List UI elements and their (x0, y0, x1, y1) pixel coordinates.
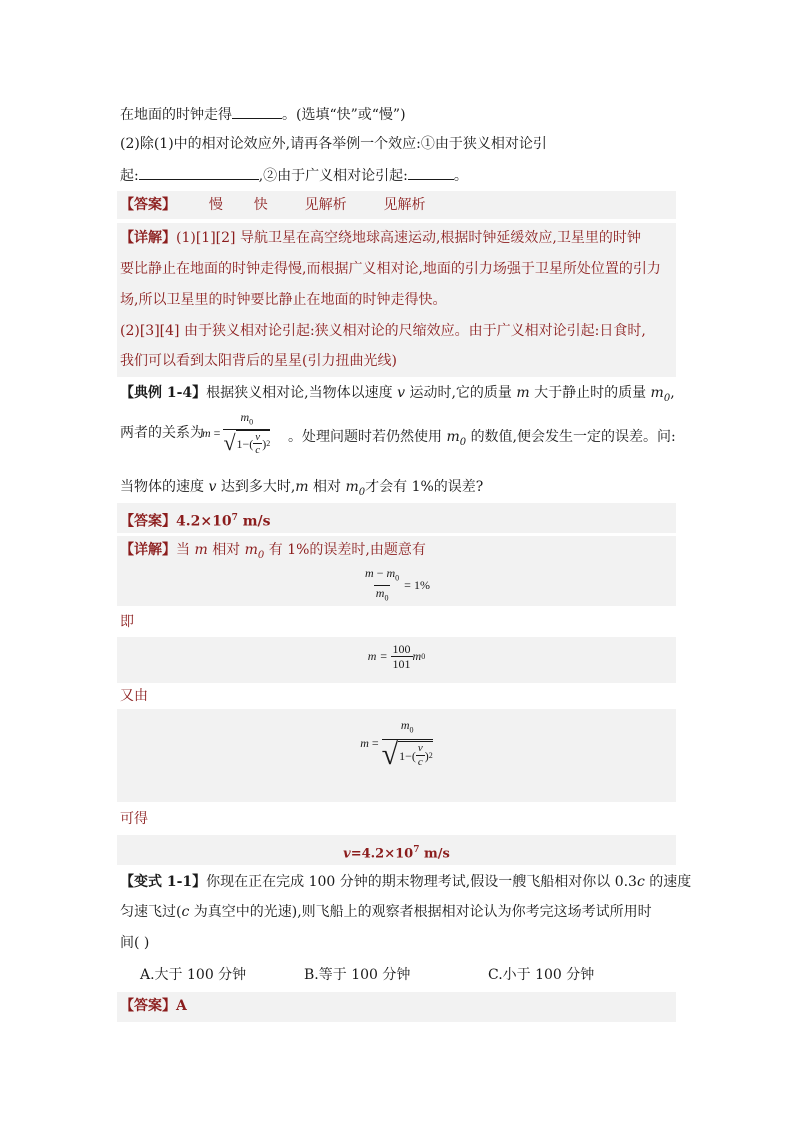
math-var: v (343, 846, 351, 862)
example-line2-rest (288, 427, 676, 453)
answer-value: A (176, 998, 187, 1014)
math-sub: 0 (459, 436, 467, 448)
variant-line3: 间( ) (120, 935, 150, 951)
result-exp: 7 (413, 845, 420, 855)
answer-blank (139, 165, 259, 180)
math-sup: 2 (428, 750, 433, 760)
example-line1 (120, 383, 675, 409)
example-text: 。处理问题时若仍然使用 (288, 429, 442, 445)
math-var: v (417, 742, 423, 755)
math-var: m (345, 479, 359, 495)
math-var: v (208, 479, 217, 495)
detail-1-line1 (120, 228, 641, 248)
answer-3 (120, 996, 187, 1016)
variant-text: 匀速飞过( (120, 904, 182, 920)
math-op: ) (262, 436, 267, 451)
option-b: B.等于 100 分钟 (304, 967, 411, 983)
answer-value: 见解析 (383, 197, 426, 213)
answer-value: 4.2×10 (176, 513, 232, 530)
formula-relativistic-mass: m = $m_0$ √ 1−( $\frac{v}{c}$ ) 2 (360, 718, 433, 772)
math-fraction: $m_0$ √ 1−( $\frac{v}{c}$ ) 2 (223, 410, 271, 457)
math-op: 1−( (399, 748, 416, 763)
example-formula (202, 410, 270, 456)
math-var: m (295, 479, 309, 495)
question-text: 。 (453, 168, 468, 184)
formula-error (117, 566, 676, 606)
math-sub: 0 (421, 652, 426, 661)
answer-block (117, 992, 676, 1022)
math-op: = 1% (404, 578, 430, 593)
math-var: m (412, 649, 422, 663)
math-var: c (636, 874, 645, 890)
math-var: m (386, 566, 396, 580)
math-var: v (397, 385, 405, 401)
math-var: m (400, 718, 410, 732)
variant-label: 【变式 1-1】 (120, 874, 207, 890)
question-text: 。(选填“快”或“慢”) (282, 107, 406, 123)
detail-1-line5: 我们可以看到太阳背后的星星(引力扭曲光线) (120, 353, 397, 369)
example-line2 (120, 423, 204, 443)
variant-text: 为真空中的光速),则飞船上的观察者根据相对论认为你考完这场考试所用时 (189, 904, 652, 920)
math-sub: 0 (358, 486, 366, 498)
example-line3 (120, 477, 483, 503)
math-var: m (194, 542, 208, 558)
math-var: c (181, 904, 190, 920)
answer-value: 快 (253, 197, 268, 213)
option-a: A.大于 100 分钟 (140, 967, 247, 983)
detail-1-line4: (2)[3][4] 由于狭义相对论引起:狭义相对论的尺缩效应。由于广义相对论引起:日食时, (120, 323, 646, 339)
math-den: 101 (392, 657, 411, 671)
result-value: =4.2×10 (350, 846, 414, 862)
option-c: C.小于 100 分钟 (488, 967, 595, 983)
answer-label: 【答案】 (120, 513, 176, 530)
example-text: 才会有 1%的误差? (365, 479, 484, 495)
math-sub: 0 (395, 573, 400, 583)
answer-blank (232, 104, 282, 119)
answer-2 (120, 508, 271, 532)
example-text: 当物体的速度 (120, 479, 204, 495)
math-var: m (360, 735, 369, 750)
formula-m-ratio (117, 642, 676, 671)
example-text: 两者的关系为 (120, 425, 204, 441)
math-op: ) (424, 748, 429, 763)
math-var: v (255, 431, 261, 444)
math-sub: 0 (663, 392, 671, 404)
math-op: = (371, 735, 379, 750)
detail-2-ji: 即 (120, 614, 134, 630)
detail-1-line3: 场,所以卫星里的时钟要比静止在地面的时钟走得快。 (120, 292, 447, 308)
result-formula (117, 840, 676, 864)
math-var: m (365, 566, 374, 580)
example-text: 达到多大时, (220, 479, 296, 495)
math-sub: 0 (409, 725, 414, 735)
math-var: m (446, 429, 460, 445)
answer-1 (120, 195, 426, 215)
question-text: 起: (120, 168, 139, 184)
detail-2-line1 (120, 540, 426, 566)
math-var: m (650, 385, 664, 401)
math-op: = (213, 425, 221, 440)
example-text: 运动时,它的质量 (409, 385, 512, 401)
example-text: 相对 (313, 479, 342, 495)
example-text: 大于静止时的质量 (534, 385, 647, 401)
detail-2-kede: 可得 (120, 811, 148, 827)
math-sub: 0 (384, 593, 389, 603)
math-sup: 2 (266, 438, 271, 448)
example-text: 根据狭义相对论,当物体以速度 (206, 385, 393, 401)
answer-value: 见解析 (304, 197, 347, 213)
answer-value: 慢 (208, 197, 223, 213)
detail-text: 当 (176, 542, 190, 558)
math-var: m (202, 425, 211, 440)
math-op: 1−( (236, 436, 254, 451)
result-unit: m/s (419, 846, 450, 862)
math-sub: 0 (249, 417, 254, 427)
detail-1-line2: 要比静止在地面的时钟走得慢,而根据广义相对论,地面的引力场强于卫星所处位置的引力 (120, 261, 661, 277)
question-text: 在地面的时钟走得 (120, 107, 232, 123)
math-var: m (244, 542, 258, 558)
detail-text: 相对 (212, 542, 241, 558)
answer-label: 【答案】 (120, 998, 176, 1014)
detail-2-youyou: 又由 (120, 688, 148, 704)
variant-text: 你现在正在完成 100 分钟的期末物理考试,假设一艘飞船相对你以 0.3 (206, 874, 637, 890)
question-part1-tail (120, 104, 406, 125)
detail-text: (1)[1][2] 导航卫星在高空绕地球高速运动,根据时钟延缓效应,卫星里的时钟 (176, 230, 641, 246)
example-text: , (670, 385, 675, 401)
variant-line1 (120, 872, 691, 892)
question-part2-line1: (2)除(1)中的相对论效应外,请再各举例一个效应:①由于狭义相对论引 (120, 136, 547, 152)
question-text: ,②由于广义相对论引起: (258, 168, 408, 184)
math-var: m = (367, 649, 388, 663)
math-var: m (240, 410, 250, 424)
detail-label: 【详解】 (120, 542, 176, 558)
math-op: − (376, 566, 384, 580)
question-part2-line2 (120, 165, 468, 186)
math-var: c (417, 756, 423, 769)
math-sub: 0 (257, 549, 265, 561)
answer-blank (408, 165, 454, 180)
variant-text: 的速度 (644, 874, 692, 890)
example-text: 的数值,便会发生一定的误差。问: (470, 429, 676, 445)
answer-unit: m/s (237, 513, 271, 530)
variant-line2 (120, 902, 652, 922)
math-var: c (255, 444, 261, 457)
answer-exp: 7 (231, 513, 238, 523)
detail-text: 有 1%的误差时,由题意有 (268, 542, 426, 558)
math-num: 100 (392, 642, 411, 656)
detail-label: 【详解】 (120, 230, 176, 246)
math-var: m (516, 385, 530, 401)
example-label: 【典例 1-4】 (120, 385, 207, 401)
answer-label: 【答案】 (120, 197, 176, 213)
math-var: m (375, 586, 385, 601)
